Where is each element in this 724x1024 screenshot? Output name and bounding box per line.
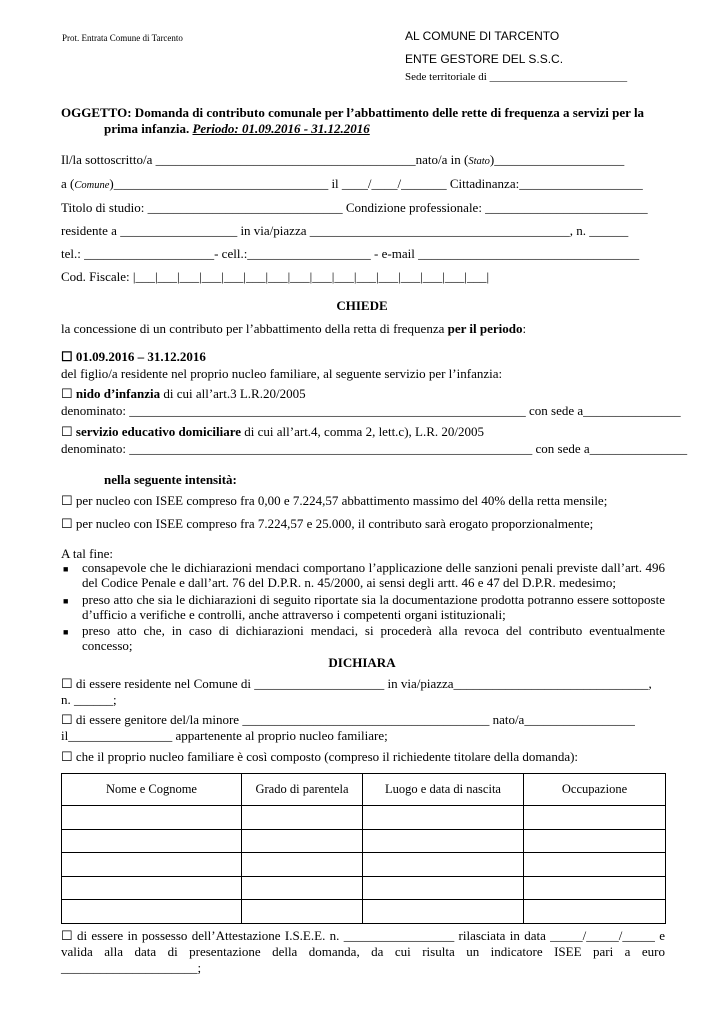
contact-line[interactable]: tel.: ____________________- cell.:___________________ - e-mail __________________________________	[61, 246, 640, 261]
table-cell[interactable]	[242, 900, 363, 924]
nido-checkbox	[61, 386, 306, 402]
child-line: del figlio/a residente nel proprio nucleo familiare, al seguente servizio per l’infanzia:	[61, 366, 503, 381]
table-cell[interactable]	[242, 829, 363, 853]
subject-line2-text: prima infanzia.	[104, 121, 190, 136]
fiscal-code-line[interactable]: Cod. Fiscale: |___|___|___|___|___|___|___|___|___|___|___|___|___|___|___|___|	[61, 269, 490, 284]
request-line	[61, 321, 526, 337]
recipient-line1: AL COMUNE DI TARCENTO	[405, 29, 560, 43]
declare-heading: DICHIARA	[328, 655, 396, 670]
table-cell[interactable]	[363, 876, 524, 900]
bullet-icon: ■	[63, 564, 69, 574]
bullet-icon: ■	[63, 627, 69, 637]
table-cell[interactable]	[524, 806, 666, 830]
table-cell[interactable]	[62, 876, 242, 900]
household-table	[61, 773, 666, 924]
nido-ref: di cui all’art.3 L.R.20/2005	[160, 386, 306, 401]
table-header-row	[62, 774, 666, 806]
municipality-hint: Comune	[74, 180, 110, 191]
table-row	[62, 876, 666, 900]
table-row	[62, 806, 666, 830]
purpose-bullet-3: preso atto che, in caso di dichiarazioni mendaci, si procederà alla revoca del contributo eventualmente concesso;	[82, 623, 665, 653]
table-cell[interactable]	[363, 900, 524, 924]
table-cell[interactable]	[524, 876, 666, 900]
declare-isee[interactable]: ☐ di essere in possesso dell’Attestazione I.S.E.E. n. _________________ rilasciata in data _____/_____/_____ e valida alla data di presentazione della domanda, da cui risulta un indicatore ISEE pari a euro _____________________;	[61, 928, 665, 975]
table-header-birth: Luogo e data di nascita	[363, 774, 524, 806]
purpose-bullet-2: preso atto che sia le dichiarazioni di seguito riportate sia la documentazione prodotta potranno essere sottoposte d’ufficio a verifiche e controlli, anche attraverso i competenti organi istituzionali;	[82, 592, 665, 622]
intensity-option-1[interactable]: ☐ per nucleo con ISEE compreso fra 0,00 e 7.224,57 abbattimento massimo del 40% della retta mensile;	[61, 493, 608, 508]
table-cell[interactable]	[242, 853, 363, 877]
education-line[interactable]: Titolo di studio: ______________________________ Condizione professionale: _________________________	[61, 200, 648, 215]
residence-line[interactable]: residente a __________________ in via/piazza ________________________________________, n. ______	[61, 223, 629, 238]
table-cell[interactable]	[524, 853, 666, 877]
table-cell[interactable]	[62, 900, 242, 924]
nido-denomination[interactable]: denominato: _____________________________________________________________ con sede a_______________	[61, 403, 681, 418]
recipient-line3[interactable]: Sede territoriale di _________________________	[405, 71, 628, 83]
declare-parent[interactable]: ☐ di essere genitore del/la minore ______________________________________ nato/a_________________	[61, 712, 635, 727]
declare-parent-birth[interactable]: il________________ appartenente al proprio nucleo familiare;	[61, 728, 388, 743]
purpose-bullet-1: consapevole che le dichiarazioni mendaci comportano l’applicazione delle sanzioni penali previste dall’art. 496 del Codice Penale e dall’art. 76 del D.P.R. n. 45/2000, ai sensi degli artt. 46 e 47 del D.P.R. medesimo;	[82, 560, 665, 590]
subject-period: Periodo: 01.09.2016 - 31.12.2016	[192, 121, 370, 136]
domiciliary-ref: di cui all’art.4, comma 2, lett.c), L.R. 20/2005	[241, 424, 485, 439]
domiciliary-denomination[interactable]: denominato: ______________________________________________________________ con sede a_______________	[61, 441, 688, 456]
checkbox-icon[interactable]: ☐	[61, 424, 76, 439]
table-cell[interactable]	[62, 853, 242, 877]
applicant-birth-line	[61, 176, 643, 192]
table-cell[interactable]	[62, 806, 242, 830]
table-row	[62, 900, 666, 924]
nido-label: nido d’infanzia	[75, 386, 161, 401]
bullet-icon: ■	[63, 596, 69, 606]
domiciliary-label: servizio educativo domiciliare	[75, 424, 242, 439]
state-hint: Stato	[468, 156, 490, 167]
table-cell[interactable]	[363, 806, 524, 830]
table-cell[interactable]	[524, 900, 666, 924]
table-cell[interactable]	[363, 829, 524, 853]
request-colon: :	[522, 321, 527, 336]
applicant-name-line	[61, 152, 624, 168]
table-cell[interactable]	[524, 829, 666, 853]
period-checkbox[interactable]: ☐ 01.09.2016 – 31.12.2016	[61, 349, 206, 364]
table-row	[62, 853, 666, 877]
table-header-relation: Grado di parentela	[242, 774, 363, 806]
protocol-label: Prot. Entrata Comune di Tarcento	[62, 33, 183, 43]
state-field[interactable]: )____________________	[489, 152, 625, 167]
request-heading: CHIEDE	[336, 298, 388, 313]
checkbox-icon[interactable]: ☐	[61, 386, 76, 401]
applicant-name-text[interactable]: Il/la sottoscritto/a ________________________________________nato/a in (	[61, 152, 469, 167]
table-cell[interactable]	[363, 853, 524, 877]
table-cell[interactable]	[242, 876, 363, 900]
table-cell[interactable]	[62, 829, 242, 853]
request-period-label: per il periodo	[447, 321, 523, 336]
table-row	[62, 829, 666, 853]
intensity-option-2[interactable]: ☐ per nucleo con ISEE compreso fra 7.224,57 e 25.000, il contributo sarà erogato proporzionalmente;	[61, 516, 594, 531]
intensity-heading: nella seguente intensità:	[104, 472, 237, 487]
declare-residence-number[interactable]: n. ______;	[61, 692, 117, 707]
subject-line1: OGGETTO: Domanda di contributo comunale per l’abbattimento delle rette di frequenza a servizi per la	[61, 105, 645, 120]
domiciliary-checkbox	[61, 424, 484, 440]
table-header-name: Nome e Cognome	[62, 774, 242, 806]
declare-household[interactable]: ☐ che il proprio nucleo familiare è così composto (compreso il richiedente titolare della domanda):	[61, 749, 579, 764]
birth-fields[interactable]: )_________________________________ il ____/____/_______ Cittadinanza:___________________	[109, 176, 643, 191]
birth-prefix: a (	[61, 176, 75, 191]
subject-line2	[104, 121, 370, 137]
table-header-occupation: Occupazione	[524, 774, 666, 806]
declare-residence[interactable]: ☐ di essere residente nel Comune di ____________________ in via/piazza______________________________,	[61, 676, 652, 691]
request-text: la concessione di un contributo per l’abbattimento della retta di frequenza	[61, 321, 448, 336]
purpose-intro: A tal fine:	[61, 546, 113, 561]
recipient-line2: ENTE GESTORE DEL S.S.C.	[405, 52, 564, 66]
table-cell[interactable]	[242, 806, 363, 830]
